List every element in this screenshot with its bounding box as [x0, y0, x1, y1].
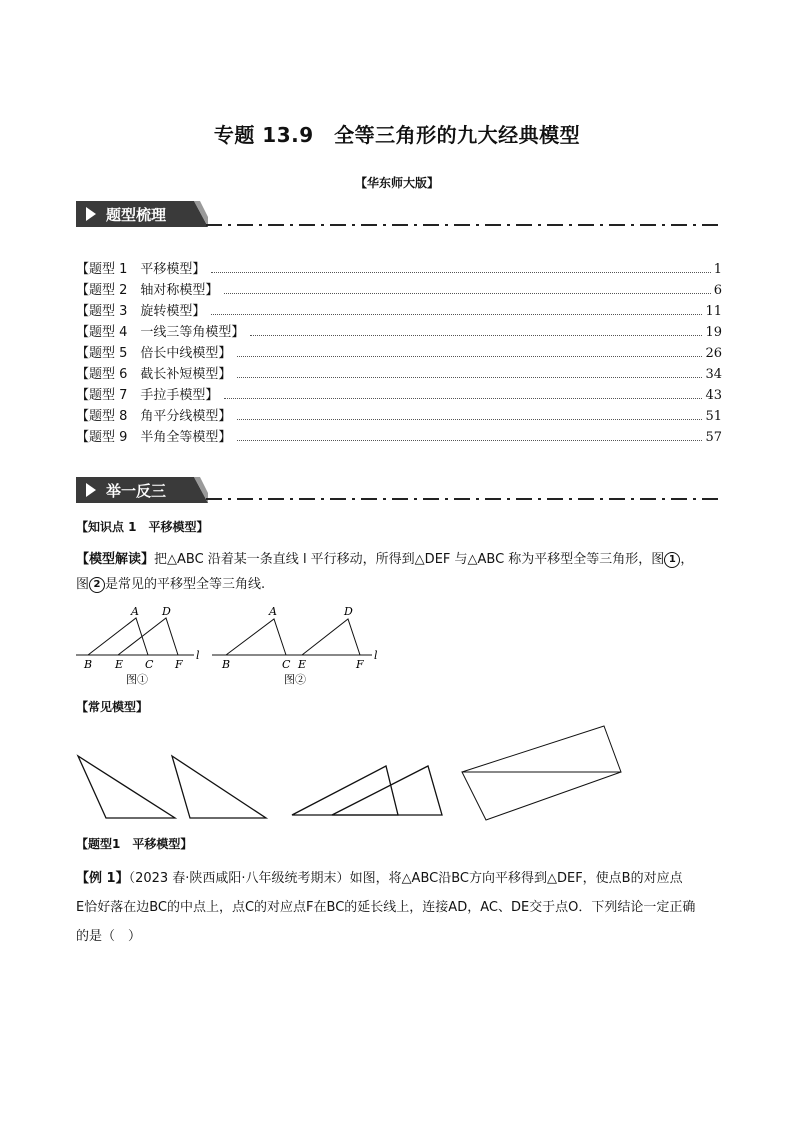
toc-page: 43 [705, 388, 722, 403]
toc-label: 【题型 8 角平分线模型】 [76, 409, 232, 424]
section-banner-toc [76, 201, 208, 227]
edition-label: 【华东师大版】 [354, 176, 439, 190]
toc-leader [211, 271, 710, 273]
point-label-F: F [356, 658, 364, 671]
toc-label: 【题型 9 半角全等模型】 [76, 430, 232, 445]
point-label-B: B [84, 658, 93, 671]
toc-leader [250, 334, 702, 336]
toc-label: 【题型 4 一线三等角模型】 [76, 325, 245, 340]
toc-row[interactable] [76, 405, 722, 426]
toc-row[interactable] [76, 363, 722, 384]
circled-number: 2 [89, 577, 105, 593]
banner-label: 题型梳理 [106, 206, 167, 224]
knowledge-heading: 【知识点 1 平移模型】 [76, 520, 209, 534]
explain-text-2: 是常见的平移型全等三角线. [105, 577, 266, 592]
point-label-C: C [145, 658, 154, 671]
toc-row[interactable] [76, 300, 722, 321]
common-models-diagram [76, 722, 636, 822]
toc-row[interactable] [76, 258, 722, 279]
line-label-l: l [374, 649, 378, 662]
point-label-A: A [269, 605, 277, 618]
comma: ， [680, 552, 694, 567]
line2-prefix: 图 [76, 577, 90, 592]
figure-caption: 图② [284, 673, 306, 686]
toc-page: 1 [713, 262, 722, 277]
toc-page: 26 [705, 346, 722, 361]
dash-divider [206, 223, 722, 227]
explain-text-1: 把△ABC 沿着某一条直线 l 平行移动，所得到△DEF 与△ABC 称为平移型全等三角形，图 [154, 552, 665, 567]
point-label-D: D [162, 605, 171, 618]
toc-row[interactable] [76, 321, 722, 342]
toc-page: 57 [705, 430, 722, 445]
example-line-1: 如图，将△ABC沿BC方向平移得到△DEF，使点B的对应点 [349, 871, 683, 886]
toc-label: 【题型 7 手拉手模型】 [76, 388, 219, 403]
model-explanation [76, 547, 722, 597]
toc-leader [237, 439, 702, 441]
toc-label: 【题型 5 倍长中线模型】 [76, 346, 232, 361]
banner-label: 举一反三 [106, 482, 167, 500]
toc-leader [237, 376, 702, 378]
toc-page: 34 [705, 367, 722, 382]
point-label-C: C [282, 658, 291, 671]
figure-caption: 图① [126, 673, 148, 686]
toc-leader [224, 292, 710, 294]
question-type-heading: 【题型1 平移模型】 [76, 837, 193, 851]
example-line-3: 的是（ ） [76, 929, 142, 944]
explain-label: 【模型解读】 [76, 552, 155, 567]
toc-label: 【题型 6 截长补短模型】 [76, 367, 232, 382]
point-label-F: F [175, 658, 183, 671]
point-label-E: E [298, 658, 307, 671]
line-label-l: l [196, 649, 200, 662]
toc-label: 【题型 3 旋转模型】 [76, 304, 206, 319]
toc-page: 11 [705, 304, 722, 319]
point-label-B: B [222, 658, 231, 671]
toc-row[interactable] [76, 384, 722, 405]
play-arrow-icon [86, 207, 96, 221]
toc-leader [237, 418, 702, 420]
toc-page: 6 [713, 283, 722, 298]
table-of-contents [76, 258, 722, 447]
common-models-heading: 【常见模型】 [76, 700, 149, 714]
toc-leader [237, 355, 702, 357]
dash-divider [206, 497, 722, 501]
section-banner-practice [76, 477, 208, 503]
example-label: 【例 1】 [76, 871, 129, 886]
example-line-2: E恰好落在边BC的中点上，点C的对应点F在BC的延长线上，连接AD，AC、DE交于点O．下列结论一定正确 [76, 900, 696, 915]
toc-page: 51 [705, 409, 722, 424]
toc-row[interactable] [76, 426, 722, 447]
toc-leader [211, 313, 702, 315]
figure-1-diagram [76, 605, 206, 687]
toc-row[interactable] [76, 279, 722, 300]
toc-label: 【题型 2 轴对称模型】 [76, 283, 219, 298]
page-title: 专题 13.9 全等三角形的九大经典模型 [213, 123, 581, 147]
point-label-D: D [344, 605, 353, 618]
play-arrow-icon [86, 483, 96, 497]
toc-leader [224, 397, 702, 399]
point-label-E: E [115, 658, 124, 671]
circled-number: 1 [664, 552, 680, 568]
toc-row[interactable] [76, 342, 722, 363]
point-label-A: A [131, 605, 139, 618]
toc-label: 【题型 1 平移模型】 [76, 262, 206, 277]
example-source: （2023 春·陕西咸阳·八年级统考期末） [128, 871, 350, 886]
example-1 [76, 864, 722, 951]
figure-2-diagram [212, 605, 384, 687]
toc-page: 19 [705, 325, 722, 340]
